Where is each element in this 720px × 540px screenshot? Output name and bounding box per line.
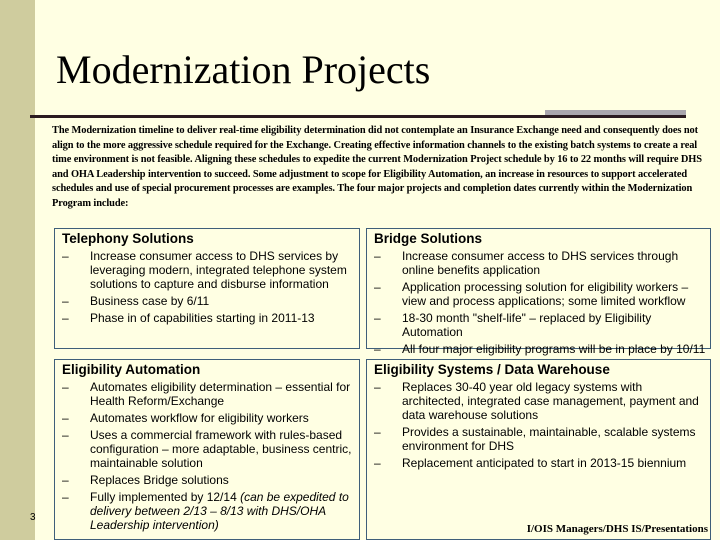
list-item: – Business case by 6/11 (55, 294, 359, 308)
box-heading: Telephony Solutions (62, 231, 194, 246)
list-item: – Phase in of capabilities starting in 2011-13 (55, 311, 359, 325)
list-item: – 18-30 month "shelf-life" – replaced by Eligibility Automation (367, 311, 710, 339)
list-item: – Uses a commercial framework with rules-based configuration – more adaptable, business centric, maintainable solution (55, 428, 359, 470)
list-item: – Application processing solution for eligibility workers – view and process applications; some limited workflow (367, 280, 710, 308)
box-heading: Eligibility Automation (62, 362, 201, 377)
box-heading: Eligibility Systems / Data Warehouse (374, 362, 610, 377)
box-heading: Bridge Solutions (374, 231, 482, 246)
list-item: – Replaces Bridge solutions (55, 473, 359, 487)
list-item-note: (can be expedited to delivery between 2/13 – 8/13 with DHS/OHA Leadership intervention) (90, 490, 349, 532)
list-item: – Increase consumer access to DHS services by leveraging modern, integrated telephone system solutions to capture and disburse information (55, 249, 359, 291)
list-item: – Provides a sustainable, maintainable, scalable systems environment for DHS (367, 425, 710, 453)
title-rule (30, 115, 686, 118)
list-item (55, 490, 359, 532)
list-item-text: All four major eligibility programs will be in place by 10/11 (402, 342, 706, 356)
telephony-solutions-box (54, 228, 360, 349)
side-bar-decoration (0, 0, 35, 540)
footer-text: I/OIS Managers/DHS IS/Presentations (526, 523, 708, 535)
list-item-overflow (367, 342, 710, 356)
page-number: 3 (30, 512, 36, 523)
list-item: – Automates eligibility determination – essential for Health Reform/Exchange (55, 380, 359, 408)
list-item: – Replacement anticipated to start in 2013-15 biennium (367, 456, 710, 470)
list-item-text: Fully implemented by 12/14 (90, 490, 241, 504)
bridge-solutions-box (366, 228, 711, 356)
intro-paragraph: The Modernization timeline to deliver real-time eligibility determination did not contemplate an Insurance Exchange need and consequently does not align to the more aggressive schedule required for the Exchange. Creating effective information channels to the existing batch systems to create a real time environment is not feasible. Aligning these schedules to expedite the current Modernization Project schedule by 16 to 22 months will require DHS and OHA Leadership intervention to succeed. Some adjustment to scope for Eligibility Automation, an increase in resources to support accelerated schedules and use of special procurement processes are examples. The four major projects and completion dates currently within the Modernization Program include: (52, 125, 702, 209)
eligibility-systems-box (366, 359, 711, 540)
list-item: – Automates workflow for eligibility workers (55, 411, 359, 425)
page-title: Modernization Projects (56, 47, 431, 92)
eligibility-automation-box (54, 359, 360, 540)
list-item: – Increase consumer access to DHS services through online benefits application (367, 249, 710, 277)
list-item: – Replaces 30-40 year old legacy systems with architected, integrated case management, payment and data warehouse solutions (367, 380, 710, 422)
